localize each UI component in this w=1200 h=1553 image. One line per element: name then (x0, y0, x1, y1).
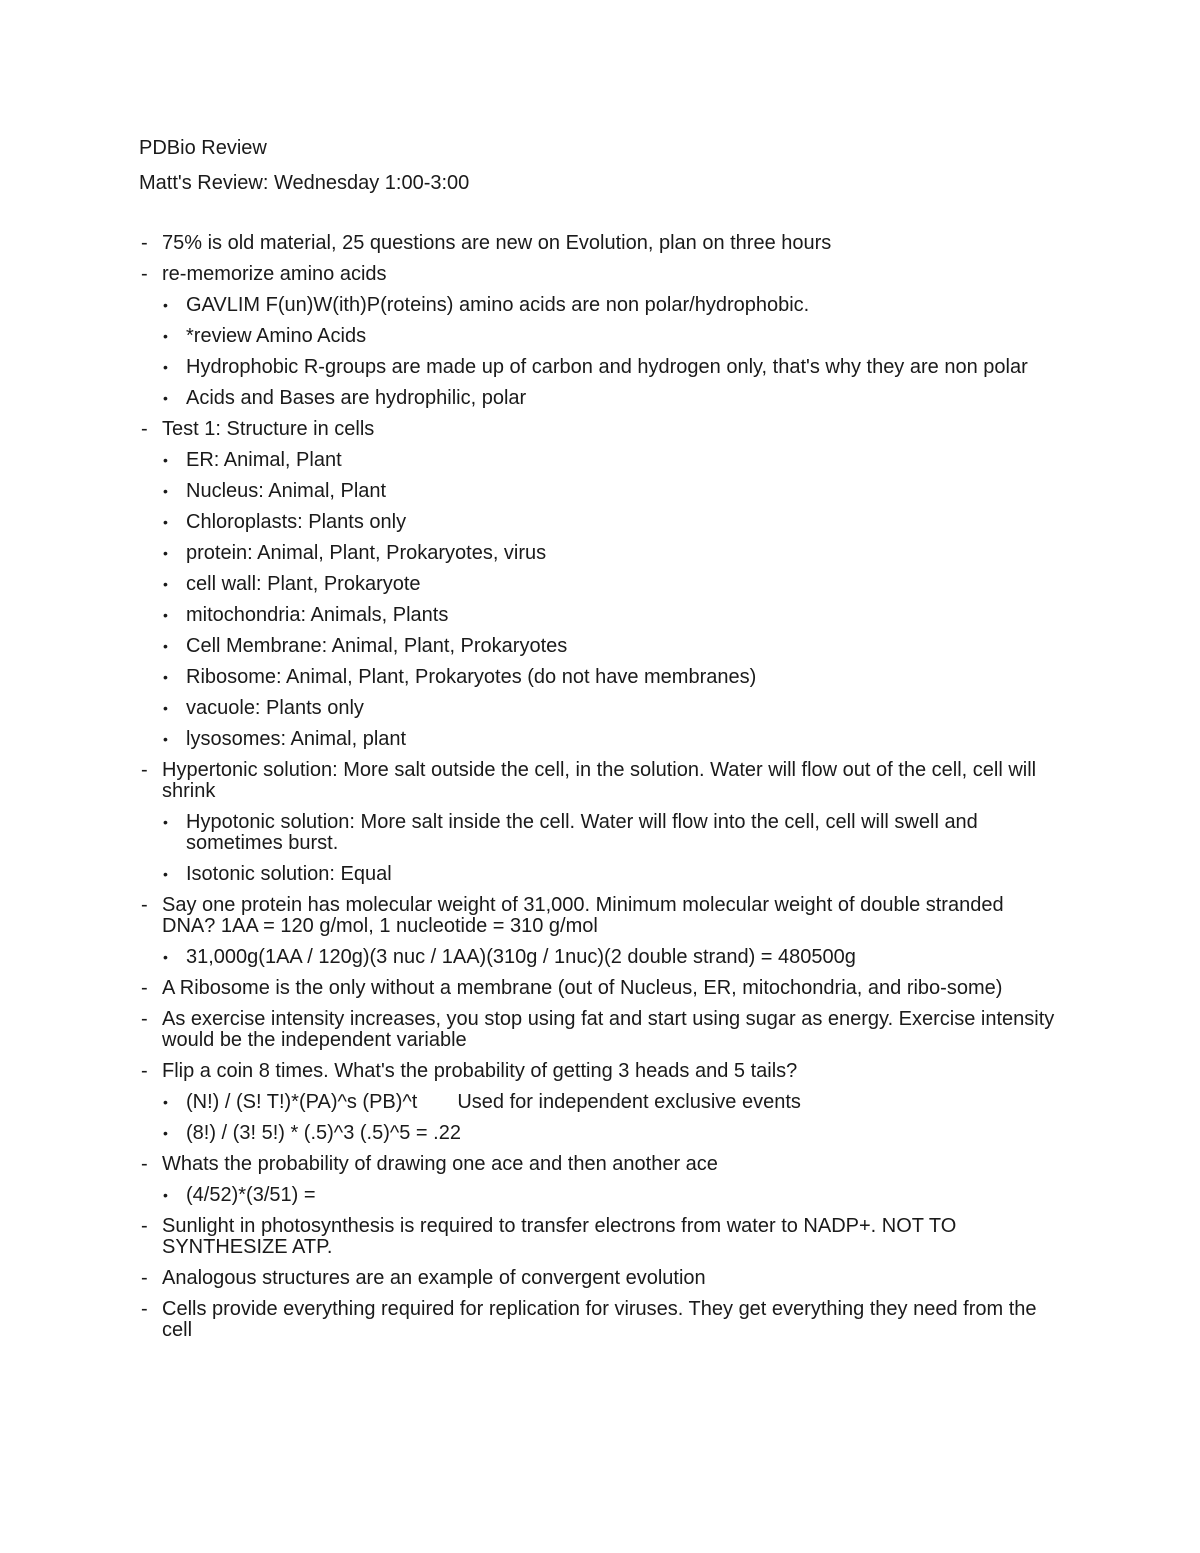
note-item (139, 1216, 1059, 1258)
bullet-marker: • (163, 1094, 168, 1110)
bullet-marker: • (163, 483, 168, 499)
note-text: re-memorize amino acids (162, 263, 387, 285)
note-item (139, 760, 1059, 885)
sub-note-item (162, 729, 1059, 750)
sub-note-text: (8!) / (3! 5!) * (.5)^3 (.5)^5 = .22 (186, 1122, 461, 1144)
sub-note-list (162, 1092, 1059, 1144)
sub-note-text: Hypotonic solution: More salt inside the cell. Water will flow into the cell, cell will swell and sometimes burst. (186, 811, 978, 854)
bullet-marker: • (163, 1125, 168, 1141)
dash-marker: - (141, 759, 148, 781)
bullet-marker: • (163, 731, 168, 747)
bullet-marker: • (163, 607, 168, 623)
bullet-marker: • (163, 390, 168, 406)
note-item (139, 1268, 1059, 1289)
note-text: Hypertonic solution: More salt outside the cell, in the solution. Water will flow out of the cell, cell will shrink (162, 759, 1037, 802)
sub-note-text: Acids and Bases are hydrophilic, polar (186, 387, 527, 409)
note-item (139, 419, 1059, 750)
note-item (139, 1299, 1059, 1341)
sub-note-text: Cell Membrane: Animal, Plant, Prokaryotes (186, 635, 568, 657)
dash-marker: - (141, 1215, 148, 1237)
sub-note-item (162, 667, 1059, 688)
bullet-marker: • (163, 866, 168, 882)
sub-note-item (162, 357, 1059, 378)
dash-marker: - (141, 1153, 148, 1175)
sub-note-text: cell wall: Plant, Prokaryote (186, 573, 421, 595)
sub-note-text: Nucleus: Animal, Plant (186, 480, 387, 502)
sub-note-list (162, 947, 1059, 968)
sub-note-text: 31,000g(1AA / 120g)(3 nuc / 1AA)(310g / 1nuc)(2 double strand) = 480500g (186, 946, 856, 968)
dash-marker: - (141, 894, 148, 916)
note-item (139, 895, 1059, 968)
dash-marker: - (141, 1060, 148, 1082)
note-text: Say one protein has molecular weight of 31,000. Minimum molecular weight of double stranded DNA? 1AA = 120 g/mol, 1 nucleotide = 310 g/mol (162, 894, 1004, 937)
sub-note-item (162, 605, 1059, 626)
bullet-marker: • (163, 359, 168, 375)
note-text: Whats the probability of drawing one ace and then another ace (162, 1153, 718, 1175)
note-item (139, 978, 1059, 999)
note-text: As exercise intensity increases, you stop using fat and start using sugar as energy. Exercise intensity would be the independent variable (162, 1008, 1055, 1051)
sub-note-item (162, 812, 1059, 854)
sub-note-item (162, 450, 1059, 471)
bullet-marker: • (163, 700, 168, 716)
sub-note-text: (4/52)*(3/51) = (186, 1184, 316, 1206)
sub-note-text: Hydrophobic R-groups are made up of carbon and hydrogen only, that's why they are non polar (186, 356, 1028, 378)
bullet-marker: • (163, 545, 168, 561)
dash-marker: - (141, 1298, 148, 1320)
sub-note-list (162, 812, 1059, 885)
sub-note-item (162, 512, 1059, 533)
sub-note-item (162, 636, 1059, 657)
notes-list (139, 233, 1059, 1351)
bullet-marker: • (163, 638, 168, 654)
sub-note-text: Chloroplasts: Plants only (186, 511, 407, 533)
sub-note-item (162, 864, 1059, 885)
sub-note-item (162, 1123, 1059, 1144)
sub-note-item (162, 326, 1059, 347)
sub-note-text: vacuole: Plants only (186, 697, 364, 719)
bullet-marker: • (163, 814, 168, 830)
note-text: Test 1: Structure in cells (162, 418, 375, 440)
note-item (139, 1061, 1059, 1144)
note-text: 75% is old material, 25 questions are new on Evolution, plan on three hours (162, 232, 832, 254)
dash-marker: - (141, 232, 148, 254)
bullet-marker: • (163, 669, 168, 685)
sub-note-text: protein: Animal, Plant, Prokaryotes, virus (186, 542, 547, 564)
sub-note-text: (N!) / (S! T!)*(PA)^s (PB)^t (186, 1091, 418, 1113)
sub-note-text: Ribosome: Animal, Plant, Prokaryotes (do not have membranes) (186, 666, 757, 688)
document-title: PDBio Review (139, 137, 267, 159)
bullet-marker: • (163, 576, 168, 592)
sub-note-list (162, 1185, 1059, 1206)
note-text: Cells provide everything required for replication for viruses. They get everything they need from the cell (162, 1298, 1037, 1341)
dash-marker: - (141, 1008, 148, 1030)
dash-marker: - (141, 1267, 148, 1289)
dash-marker: - (141, 263, 148, 285)
sub-note-item (162, 698, 1059, 719)
note-item (139, 1154, 1059, 1206)
sub-note-item (162, 1185, 1059, 1206)
bullet-marker: • (163, 1187, 168, 1203)
dash-marker: - (141, 418, 148, 440)
sub-note-text: *review Amino Acids (186, 325, 367, 347)
sub-note-text: lysosomes: Animal, plant (186, 728, 407, 750)
sub-note-item (162, 947, 1059, 968)
bullet-marker: • (163, 297, 168, 313)
sub-note-item (162, 1092, 1059, 1113)
document-subtitle: Matt's Review: Wednesday 1:00-3:00 (139, 172, 470, 194)
sub-note-list (162, 450, 1059, 750)
note-text: Sunlight in photosynthesis is required to transfer electrons from water to NADP+. NOT TO SYNTHESIZE ATP. (162, 1215, 957, 1258)
bullet-marker: • (163, 514, 168, 530)
sub-note-item (162, 388, 1059, 409)
bullet-marker: • (163, 328, 168, 344)
note-text: A Ribosome is the only without a membrane (out of Nucleus, ER, mitochondria, and ribo-some) (162, 977, 1003, 999)
note-text: Analogous structures are an example of convergent evolution (162, 1267, 706, 1289)
note-item (139, 1009, 1059, 1051)
sub-note-annotation: Used for independent exclusive events (457, 1091, 801, 1113)
note-item (139, 264, 1059, 409)
sub-note-text: mitochondria: Animals, Plants (186, 604, 449, 626)
bullet-marker: • (163, 949, 168, 965)
dash-marker: - (141, 977, 148, 999)
sub-note-item (162, 481, 1059, 502)
note-item (139, 233, 1059, 254)
bullet-marker: • (163, 452, 168, 468)
sub-note-text: GAVLIM F(un)W(ith)P(roteins) amino acids are non polar/hydrophobic. (186, 294, 810, 316)
sub-note-list (162, 295, 1059, 409)
sub-note-item (162, 574, 1059, 595)
sub-note-text: Isotonic solution: Equal (186, 863, 392, 885)
note-text: Flip a coin 8 times. What's the probability of getting 3 heads and 5 tails? (162, 1060, 798, 1082)
sub-note-item (162, 543, 1059, 564)
sub-note-text: ER: Animal, Plant (186, 449, 342, 471)
sub-note-item (162, 295, 1059, 316)
